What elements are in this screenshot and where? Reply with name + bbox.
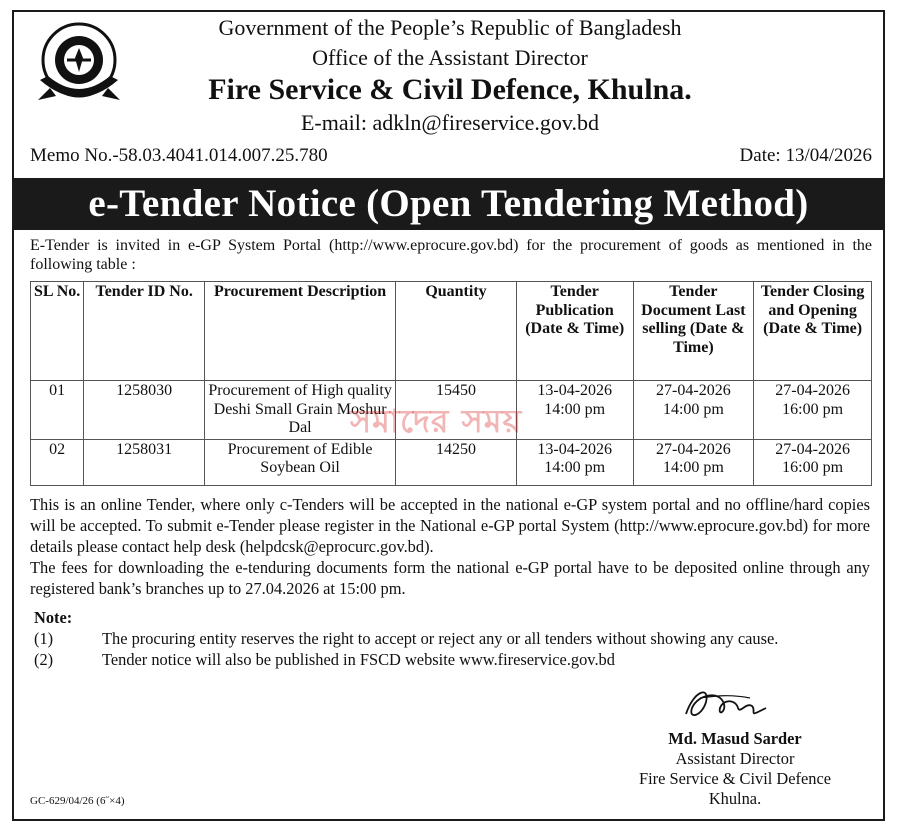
- cell-quantity: 15450: [396, 381, 517, 440]
- emblem-icon: [30, 18, 128, 114]
- cell-tender-id: 1258031: [84, 439, 205, 485]
- cell-sl: 01: [31, 381, 84, 440]
- header-office: Office of the Assistant Director: [312, 45, 588, 70]
- cell-closing-opening: 27-04-2026 16:00 pm: [754, 439, 872, 485]
- notice-title-banner: e-Tender Notice (Open Tendering Method): [14, 178, 883, 230]
- col-last-selling: Tender Document Last selling (Date & Time): [633, 282, 754, 381]
- cell-description: Procurement of Edible Soybean Oil: [205, 439, 396, 485]
- col-closing-opening: Tender Closing and Opening (Date & Time): [754, 282, 872, 381]
- signature-icon: [680, 680, 770, 725]
- footer-code: GC-629/04/26 (6˝×4): [30, 795, 125, 807]
- watermark-logo: সমাদের সময়: [350, 402, 523, 440]
- signatory-title: Assistant Director: [675, 749, 795, 768]
- col-sl: SL No.: [31, 282, 84, 381]
- cell-last-selling: 27-04-2026 14:00 pm: [633, 381, 754, 440]
- instruction-paragraph-1: This is an online Tender, where only c-Tenders will be accepted in the national e-GP system portal and no offline/hard copies will be accepted. To submit e-Tender please register in the National e-GP portal System (http://www.eprocure.gov.bd) for more details please contact help desk (helpdcsk@eprocurc.gov.bd).: [30, 495, 870, 556]
- table-row: [31, 381, 872, 440]
- signature-mark: [680, 680, 770, 725]
- signatory-place: Khulna.: [708, 789, 762, 808]
- cell-tender-id: 1258030: [84, 381, 205, 440]
- col-tender-id: Tender ID No.: [84, 282, 205, 381]
- note-item-2: [34, 650, 615, 670]
- header-government: Government of the People’s Republic of Bangladesh: [218, 15, 682, 40]
- fire-service-logo: [30, 18, 128, 114]
- note-item-1: [34, 629, 778, 649]
- cell-publication: 13-04-2026 14:00 pm: [516, 439, 633, 485]
- table-header-row: [31, 282, 872, 381]
- note-number: (1): [34, 629, 54, 648]
- tender-instructions: [30, 494, 870, 599]
- col-publication: Tender Publication (Date & Time): [516, 282, 633, 381]
- cell-publication: 13-04-2026 14:00 pm: [516, 381, 633, 440]
- col-description: Procurement Description: [205, 282, 396, 381]
- table-row: [31, 439, 872, 485]
- header-email: E-mail: adkln@fireservice.gov.bd: [300, 110, 599, 135]
- header-organization: Fire Service & Civil Defence, Khulna.: [208, 73, 692, 106]
- cell-last-selling: 27-04-2026 14:00 pm: [633, 439, 754, 485]
- instruction-paragraph-2: The fees for downloading the e-tenduring documents form the national e-GP portal have to be deposited online through any registered bank’s branches up to 27.04.2026 at 15:00 pm.: [30, 558, 870, 598]
- cell-description: Procurement of High quality Deshi Small Grain Moshur Dal: [205, 381, 396, 440]
- signatory-name: Md. Masud Sarder: [668, 729, 802, 748]
- col-quantity: Quantity: [396, 282, 517, 381]
- cell-sl: 02: [31, 439, 84, 485]
- cell-quantity: 14250: [396, 439, 517, 485]
- note-number: (2): [34, 650, 54, 669]
- note-text: Tender notice will also be published in FSCD website www.fireservice.gov.bd: [102, 650, 615, 669]
- intro-text: E-Tender is invited in e-GP System Portal (http://www.eprocure.gov.bd) for the procurement of goods as mentioned in the following table :: [30, 237, 872, 273]
- notice-date: Date: 13/04/2026: [739, 145, 872, 166]
- memo-number: Memo No.-58.03.4041.014.007.25.780: [30, 145, 328, 166]
- cell-closing-opening: 27-04-2026 16:00 pm: [754, 381, 872, 440]
- note-text: The procuring entity reserves the right to accept or reject any or all tenders without showing any cause.: [102, 629, 779, 648]
- note-title: Note:: [34, 608, 73, 627]
- tender-table: [30, 281, 872, 486]
- signatory-organization: Fire Service & Civil Defence: [638, 769, 832, 788]
